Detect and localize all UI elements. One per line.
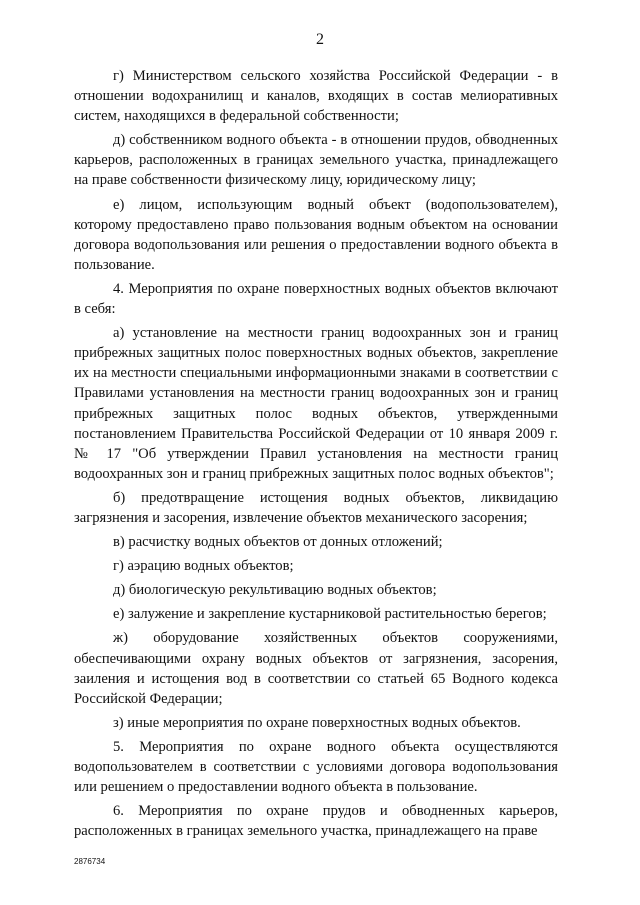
paragraph-item-4-e: е) залужение и закрепление кустарниковой растительностью берегов; xyxy=(113,606,547,623)
paragraph-item-4-g: г) аэрацию водных объектов; xyxy=(113,558,294,575)
paragraph-item-4-d: д) биологическую рекультивацию водных объектов; xyxy=(113,582,437,599)
document-body xyxy=(74,66,558,845)
paragraph-d-owner: д) собственником водного объекта - в отношении прудов, обводненных карьеров, расположенных в границах земельного участка, принадлежащего на праве собственности физическому лицу, юридическому лицу; xyxy=(74,132,558,189)
paragraph-item-4-v: в) расчистку водных объектов от донных отложений; xyxy=(113,534,443,551)
paragraph-e-water-user: е) лицом, использующим водный объект (водопользователем), которому предоставлено право пользования водным объектом на основании договора водопользования или решения о предоставлении водного объекта в пользование. xyxy=(74,196,558,273)
paragraph-g-ministry: г) Министерством сельского хозяйства Российской Федерации - в отношении водохранилищ и каналов, входящих в состав мелиоративных систем, находящихся в федеральной собственности; xyxy=(74,68,558,125)
paragraph-item-6: 6. Мероприятия по охране прудов и обводненных карьеров, расположенных в границах земельного участка, принадлежащего на праве xyxy=(74,803,558,840)
page-number: 2 xyxy=(316,31,324,48)
paragraph-item-4-b: б) предотвращение истощения водных объектов, ликвидацию загрязнения и засорения, извлечение объектов механического засорения; xyxy=(74,489,558,526)
document-code: 2876734 xyxy=(74,857,106,866)
paragraph-item-4-a: а) установление на местности границ водоохранных зон и границ прибрежных защитных полос поверхностных водных объектов, закрепление их на местности специальными информационными знаками в соответствии с Правилами установления на местности границ водоохранных зон и границ прибрежных защитных полос водных объектов, утвержденными постановлением Правительства Российской Федерации от 10 января 2009 г. № 17 "Об утверждении Правил установления на местности границ водоохранных зон и границ прибрежных защитных полос водных объектов"; xyxy=(74,325,558,482)
paragraph-item-4-z: з) иные мероприятия по охране поверхностных водных объектов. xyxy=(113,714,521,731)
paragraph-item-4: 4. Мероприятия по охране поверхностных водных объектов включают в себя: xyxy=(74,280,558,318)
paragraph-item-5: 5. Мероприятия по охране водного объекта осуществляются водопользователем в соответствии с условиями договора водопользования или решением о предоставлении водного объекта в пользование. xyxy=(74,738,558,796)
paragraph-item-4-zh: ж) оборудование хозяйственных объектов сооружениями, обеспечивающими охрану водных объектов от загрязнения, засорения, заиления и истощения вод в соответствии со статьей 65 Водного кодекса Российской Федерации; xyxy=(74,630,558,707)
